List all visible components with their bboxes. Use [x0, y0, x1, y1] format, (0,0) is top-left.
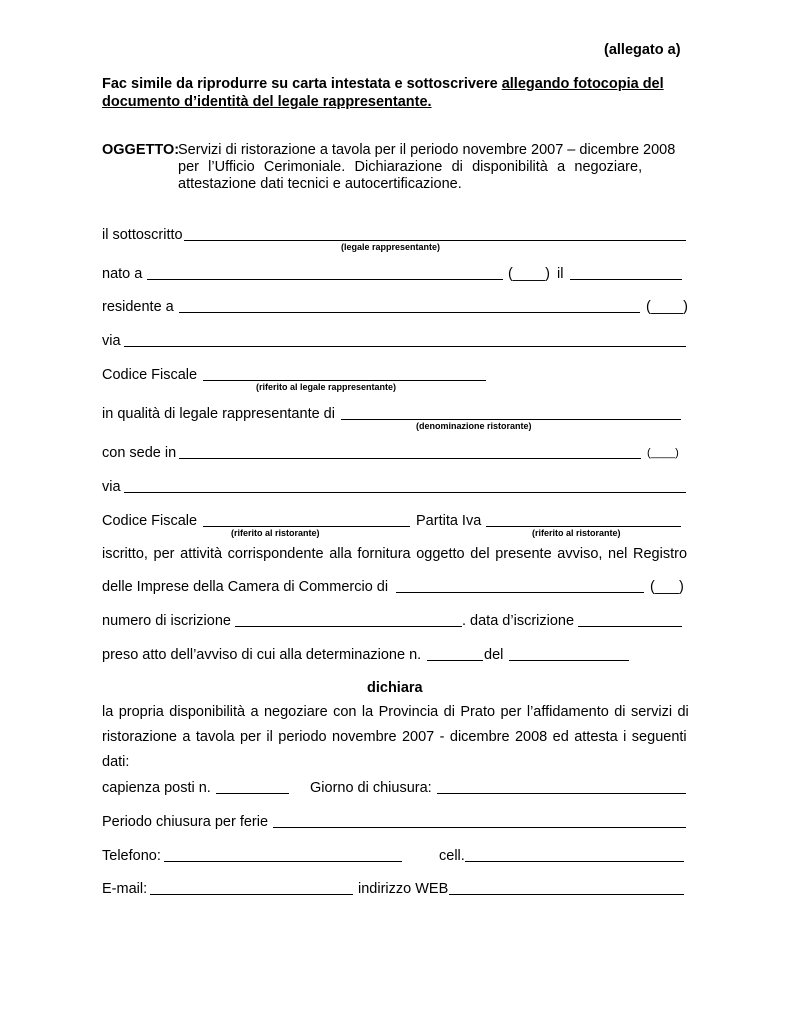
cell-field[interactable] [465, 861, 684, 862]
capienza-label: capienza posti n. [102, 780, 211, 796]
via-field[interactable] [124, 346, 686, 347]
sottoscritto-hint: (legale rappresentante) [341, 242, 441, 252]
camera-provincia-field[interactable]: (___) [650, 579, 684, 595]
via-label: via [102, 333, 121, 349]
dichiara-line-1: la propria disponibilità a negoziare con la Provincia di Prato per l’affidamento di servizi di [102, 704, 689, 720]
camera-commercio-label: delle Imprese della Camera di Commercio di [102, 579, 389, 595]
telefono-field[interactable] [164, 861, 402, 862]
residente-a-label: residente a [102, 299, 174, 315]
intro-line-2: documento d’identità del legale rappresentante. [102, 94, 432, 110]
numero-iscrizione-field[interactable] [235, 626, 462, 627]
nato-provincia-field[interactable]: (____) [508, 266, 550, 282]
sottoscritto-label: il sottoscritto [102, 227, 183, 243]
via-sede-label: via [102, 479, 121, 495]
sede-field[interactable] [179, 458, 641, 459]
codice-fiscale-ristorante-label: Codice Fiscale [102, 513, 198, 529]
cell-label: cell. [439, 848, 465, 864]
periodo-ferie-field[interactable] [273, 827, 686, 828]
web-label: indirizzo WEB [358, 881, 449, 897]
codice-fiscale-field[interactable] [203, 380, 486, 381]
capienza-field[interactable] [216, 793, 289, 794]
intro-underlined-text: allegando fotocopia del [501, 76, 664, 92]
nato-a-field[interactable] [147, 279, 503, 280]
determinazione-data-field[interactable] [509, 660, 629, 661]
camera-commercio-field[interactable] [396, 592, 644, 593]
denominazione-ristorante-field[interactable] [341, 419, 681, 420]
via-sede-field[interactable] [124, 492, 686, 493]
qualita-label: in qualità di legale rappresentante di [102, 406, 335, 422]
email-label: E-mail: [102, 881, 148, 897]
sede-provincia-field[interactable]: (____) [647, 447, 679, 459]
giorno-chiusura-field[interactable] [437, 793, 686, 794]
codice-fiscale-hint: (riferito al legale rappresentante) [256, 382, 397, 392]
dichiara-line-3: dati: [102, 754, 130, 770]
dichiara-line-2: ristorazione a tavola per il periodo novembre 2007 - dicembre 2008 ed attesta i seguenti [102, 729, 687, 745]
nato-a-label: nato a [102, 266, 143, 282]
partita-iva-label: Partita Iva [416, 513, 482, 529]
iscritto-line: iscritto, per attività corrispondente alla fornitura oggetto del presente avviso, nel Registro [102, 546, 688, 562]
con-sede-in-label: con sede in [102, 445, 177, 461]
il-label: il [557, 266, 564, 282]
del-label: del [484, 647, 504, 663]
codice-fiscale-ristorante-hint: (riferito al ristorante) [231, 528, 320, 538]
web-field[interactable] [449, 894, 684, 895]
email-field[interactable] [150, 894, 353, 895]
dichiara-title: dichiara [367, 680, 423, 696]
residente-a-field[interactable] [179, 312, 640, 313]
oggetto-label: OGGETTO: [102, 142, 180, 158]
preso-atto-label: preso atto dell’avviso di cui alla determinazione n. [102, 647, 422, 663]
telefono-label: Telefono: [102, 848, 161, 864]
intro-plain-text: Fac simile da riprodurre su carta intestata e sottoscrivere [102, 76, 502, 92]
giorno-chiusura-label: Giorno di chiusura: [310, 780, 432, 796]
oggetto-line-3: attestazione dati tecnici e autocertificazione. [178, 176, 462, 192]
partita-iva-hint: (riferito al ristorante) [532, 528, 621, 538]
codice-fiscale-ristorante-field[interactable] [203, 526, 410, 527]
intro-line-1 [102, 75, 688, 93]
data-iscrizione-label: . data d’iscrizione [462, 613, 575, 629]
numero-iscrizione-label: numero di iscrizione [102, 613, 231, 629]
denominazione-ristorante-hint: (denominazione ristorante) [416, 421, 532, 431]
allegato-label: (allegato a) [604, 42, 681, 58]
oggetto-line-2: per l’Ufficio Cerimoniale. Dichiarazione di disponibilità a negoziare, [178, 159, 643, 175]
oggetto-line-1: Servizi di ristorazione a tavola per il periodo novembre 2007 – dicembre 2008 [178, 142, 676, 158]
data-iscrizione-field[interactable] [578, 626, 682, 627]
codice-fiscale-label: Codice Fiscale [102, 367, 198, 383]
sottoscritto-field[interactable] [184, 240, 686, 241]
determinazione-numero-field[interactable] [427, 660, 483, 661]
residente-provincia-field[interactable]: (____) [646, 299, 688, 315]
partita-iva-field[interactable] [486, 526, 681, 527]
periodo-ferie-label: Periodo chiusura per ferie [102, 814, 269, 830]
data-nascita-field[interactable] [570, 279, 682, 280]
